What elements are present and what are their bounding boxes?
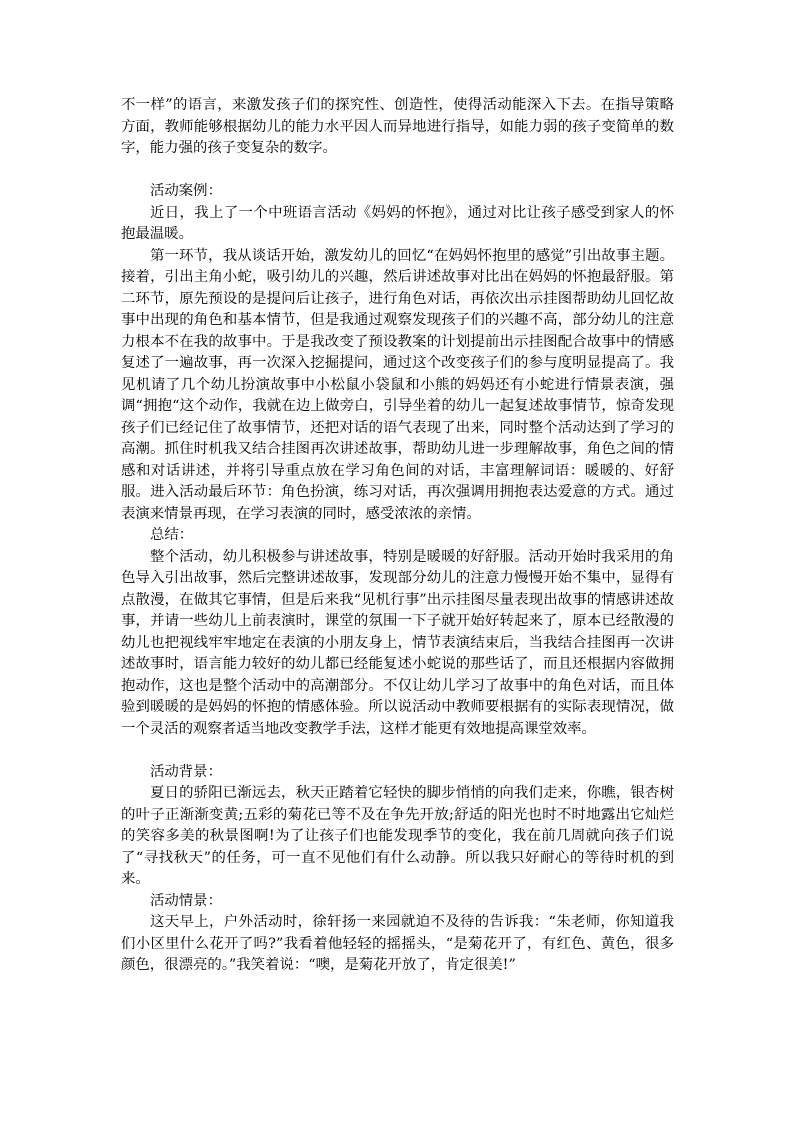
document-page: [121, 95, 674, 977]
paragraph: 近日，我上了一个中班语言活动《妈妈的怀抱》，通过对比让孩子感受到家人的怀抱最温暖。: [121, 204, 674, 242]
paragraph: 活动案例：: [150, 183, 222, 199]
paragraph: 第一环节，我从谈话开始，激发幼儿的回忆“在妈妈怀抱里的感觉”引出故事主题。接着，引出主角小蛇，吸引幼儿的兴趣，然后讲述故事对比出在妈妈的怀抱最舒服。第二环节，原先预设的是提问后让孩子，进行角色对话，再依次出示挂图帮助幼儿回忆故事中出现的角色和基本情节，但是我通过观察发现孩子们的兴趣不高，部分幼儿的注意力根本不在我的故事中。于是我改变了预设教案的计划提前出示挂图配合故事中的情感复述了一遍故事，再一次深入挖掘提问，通过这个改变孩子们的参与度明显提高了。我见机请了几个幼儿扮演故事中小松鼠小袋鼠和小熊的妈妈还有小蛇进行情景表演，强调“拥抱“这个动作，我就在边上做旁白，引导坐着的幼儿一起复述故事情节，惊奇发现孩子们已经记住了故事情节，还把对话的语气表现了出来，同时整个活动达到了学习的高潮。抓住时机我又结合挂图再次讲述故事，帮助幼儿进一步理解故事，角色之间的情感和对话讲述，并将引导重点放在学习角色间的对话，丰富理解词语：暖暖的、好舒服。进入活动最后环节：角色扮演，练习对话，再次强调用拥抱表达爱意的方式。通过表演来情景再现，在学习表演的同时，感受浓浓的亲情。: [121, 247, 674, 522]
paragraph: 不一样”的语言，来激发孩子们的探究性、创造性，使得活动能深入下去。在指导策略方面，教师能够根据幼儿的能力水平因人而异地进行指导，如能力弱的孩子变简单的数字，能力强的孩子变复杂的数字。: [121, 97, 674, 156]
paragraph: 活动背景：: [150, 763, 222, 780]
paragraph: 夏日的骄阳已渐远去，秋天正踏着它轻快的脚步悄悄的向我们走来，你瞧，银杏树的叶子正渐渐变黄;五彩的菊花已等不及在争先开放;舒适的阳光也时不时地露出它灿烂的笑容多美的秋景图啊!为了让孩子们也能发现季节的变化，我在前几周就向孩子们说了“寻找秋天”的任务，可一直不见他们有什么动静。所以我只好耐心的等待时机的到来。: [121, 785, 674, 887]
paragraph: 这天早上，户外活动时，徐轩扬一来园就迫不及待的告诉我：“朱老师，你知道我们小区里什么花开了吗?”我看着他轻轻的摇摇头，“是菊花开了，有红色、黄色，很多颜色，很漂亮的。”我笑着说：“噢，是菊花开放了，肯定很美!”: [121, 914, 674, 973]
blank-line: [121, 740, 674, 762]
paragraph: 整个活动，幼儿积极参与讲述故事，特别是暖暖的好舒服。活动开始时我采用的角色导入引出故事，然后完整讲述故事，发现部分幼儿的注意力慢慢开始不集中，显得有点散漫，在做其它事情，但是后来我“见机行事”出示挂图尽量表现出故事的情感讲述故事，并请一些幼儿上前表演时，课堂的氛围一下子就开始好转起来了，原本已经散漫的幼儿也把视线牢牢地定在表演的小朋友身上，情节表演结束后，当我结合挂图再一次讲述故事时，语言能力较好的幼儿都已经能复述小蛇说的那些话了，而且还根据内容做拥抱动作，这也是整个活动中的高潮部分。不仅让幼儿学习了故事中的角色对话，而且体验到暖暖的是妈妈的怀抱的情感体验。所以说活动中教师要根据有的实际表现情况，做一个灵活的观察者适当地改变教学手法，这样才能更有效地提高课堂效率。: [121, 548, 674, 737]
blank-line: [121, 160, 674, 182]
paragraph: 总结：: [150, 527, 194, 543]
paragraph: 活动情景：: [150, 892, 222, 909]
